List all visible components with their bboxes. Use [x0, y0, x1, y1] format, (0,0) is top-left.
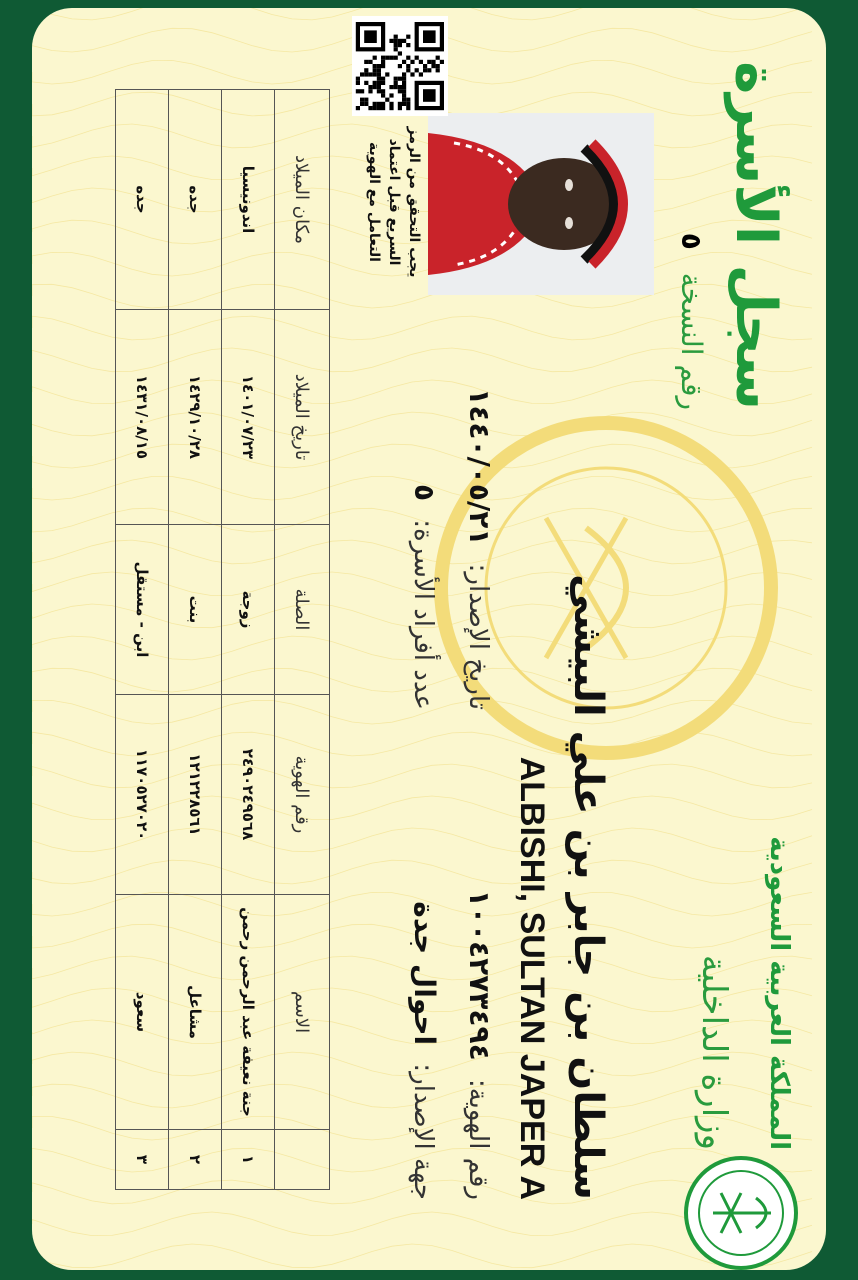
qr-module — [402, 39, 406, 43]
qr-module — [389, 39, 393, 43]
qr-module — [389, 102, 393, 106]
qr-module — [394, 43, 398, 47]
qr-module — [402, 77, 406, 81]
member-name: مشاعل — [169, 895, 222, 1130]
qr-module — [415, 68, 419, 72]
qr-note — [364, 120, 424, 284]
qr-module — [364, 68, 368, 72]
member-name: سعود — [116, 895, 169, 1130]
qr-module — [377, 102, 381, 106]
table-row — [222, 90, 275, 1190]
qr-module — [356, 106, 360, 110]
qr-module — [356, 89, 360, 93]
issue-place-label: جهة الإصدار: — [408, 1063, 438, 1200]
qr-module — [406, 43, 410, 47]
members-count: ٥ — [408, 484, 441, 502]
qr-finder — [423, 89, 436, 102]
qr-module — [377, 68, 381, 72]
issue-place-line — [408, 901, 441, 1200]
qr-module — [402, 98, 406, 102]
qr-module — [373, 106, 377, 110]
header-birth-place: مكان الميلاد — [275, 90, 330, 310]
qr-module — [389, 56, 393, 60]
header-birth-date: تاريخ الميلاد — [275, 310, 330, 525]
qr-module — [419, 60, 423, 64]
qr-module — [415, 56, 419, 60]
table-row — [116, 90, 169, 1190]
qr-finder — [423, 30, 436, 43]
row-index: ٣ — [116, 1130, 169, 1190]
qr-module — [368, 106, 372, 110]
qr-module — [356, 81, 360, 85]
copy-number-line — [675, 233, 708, 410]
qr-module — [368, 89, 372, 93]
qr-module — [406, 56, 410, 60]
member-relation: بنت — [169, 525, 222, 695]
qr-module — [427, 60, 431, 64]
qr-module — [394, 81, 398, 85]
qr-module — [398, 85, 402, 89]
qr-module — [377, 72, 381, 76]
qr-module — [373, 56, 377, 60]
members-count-label: عدد أفراد الأسرة: — [408, 519, 438, 710]
qr-module — [398, 89, 402, 93]
qr-module — [381, 77, 385, 81]
header-index — [275, 1130, 330, 1190]
photo-portrait — [428, 113, 654, 295]
qr-module — [381, 81, 385, 85]
qr-module — [398, 51, 402, 55]
table-header-row — [275, 90, 330, 1190]
qr-module — [440, 60, 444, 64]
issue-date-line — [463, 388, 496, 710]
member-id: ١٢١٢٢٨٥٦١ — [169, 695, 222, 895]
qr-module — [436, 64, 440, 68]
table-row — [169, 90, 222, 1190]
qr-module — [385, 98, 389, 102]
ministry-logo — [681, 1153, 801, 1270]
qr-pattern — [352, 16, 448, 116]
header-name: الاسم — [275, 895, 330, 1130]
qr-module — [431, 60, 435, 64]
qr-module — [368, 72, 372, 76]
qr-module — [356, 77, 360, 81]
qr-module — [360, 89, 364, 93]
qr-module — [373, 102, 377, 106]
members-count-line — [408, 484, 441, 710]
qr-module — [381, 106, 385, 110]
qr-module — [360, 102, 364, 106]
ministry-name: وزارة الداخلية — [694, 954, 734, 1150]
qr-module — [410, 60, 414, 64]
qr-module — [389, 93, 393, 97]
qr-module — [364, 98, 368, 102]
qr-module — [377, 64, 381, 68]
qr-module — [373, 81, 377, 85]
issue-date: ١٤٤٠/٠٥/٢١ — [463, 388, 496, 546]
qr-module — [385, 72, 389, 76]
qr-module — [364, 72, 368, 76]
qr-module — [423, 68, 427, 72]
qr-module — [398, 77, 402, 81]
qr-module — [381, 89, 385, 93]
qr-module — [394, 77, 398, 81]
qr-module — [398, 102, 402, 106]
qr-module — [368, 60, 372, 64]
qr-module — [398, 106, 402, 110]
qr-note-line-3: التعامل مع الهوية — [366, 142, 382, 262]
qr-module — [377, 106, 381, 110]
qr-module — [389, 85, 393, 89]
member-birth-date: ١٤٣١/٠٨/١٥ — [116, 310, 169, 525]
copy-number: ٥ — [675, 232, 708, 250]
qr-module — [431, 64, 435, 68]
holder-name-ar: سلطان بن جابر بن علي البيشي — [565, 574, 611, 1200]
qr-module — [398, 64, 402, 68]
issue-place: احوال جدة — [408, 901, 441, 1046]
qr-module — [377, 85, 381, 89]
qr-module — [394, 47, 398, 51]
qr-module — [394, 56, 398, 60]
qr-module — [427, 68, 431, 72]
holder-id-line — [463, 890, 496, 1200]
qr-module — [394, 39, 398, 43]
qr-note-line-2: السريع قبل اعتماد — [386, 138, 402, 266]
qr-module — [360, 72, 364, 76]
qr-module — [389, 106, 393, 110]
qr-module — [373, 85, 377, 89]
qr-module — [377, 89, 381, 93]
qr-module — [381, 93, 385, 97]
member-birth-place: اندونيسيا — [222, 90, 275, 310]
member-id: ١١٧٠٥٢٧٠٢٠ — [116, 695, 169, 895]
qr-module — [385, 56, 389, 60]
qr-module — [364, 102, 368, 106]
document-title: سجل الأسرة — [723, 61, 788, 410]
qr-module — [394, 35, 398, 39]
qr-module — [373, 64, 377, 68]
qr-module — [364, 81, 368, 85]
member-birth-date: ١٤٠١/٠٧/٢٣ — [222, 310, 275, 525]
qr-module — [402, 72, 406, 76]
qr-module — [423, 64, 427, 68]
issue-date-label: تاريخ الإصدار: — [463, 563, 493, 710]
qr-module — [402, 93, 406, 97]
qr-module — [402, 89, 406, 93]
qr-module — [406, 35, 410, 39]
qr-module — [368, 85, 372, 89]
member-id: ٢٤٩٠٢٤٩٥٦٨ — [222, 695, 275, 895]
qr-module — [402, 102, 406, 106]
qr-module — [373, 68, 377, 72]
qr-module — [402, 85, 406, 89]
qr-module — [436, 56, 440, 60]
member-birth-place: جده — [169, 90, 222, 310]
qr-module — [360, 98, 364, 102]
header-relation: الصلة — [275, 525, 330, 695]
qr-module — [406, 68, 410, 72]
qr-module — [381, 60, 385, 64]
member-birth-date: ١٤٢٩/١٠/٢٨ — [169, 310, 222, 525]
qr-module — [398, 39, 402, 43]
qr-module — [381, 64, 385, 68]
qr-module — [394, 85, 398, 89]
qr-module — [402, 81, 406, 85]
copy-label: رقم النسخة — [675, 272, 708, 410]
holder-id-label: رقم الهوية: — [463, 1078, 493, 1200]
qr-module — [436, 68, 440, 72]
qr-note-line-1: يجب التحقق من الرمز — [406, 126, 422, 278]
qr-module — [406, 98, 410, 102]
family-members-table — [115, 89, 330, 1190]
member-relation: زوجة — [222, 525, 275, 695]
holder-id: ١٠٠٤٢٧٣٤٩٤ — [463, 889, 496, 1061]
qr-module — [406, 106, 410, 110]
qr-module — [402, 60, 406, 64]
member-name: جنة نعيفة عبد الرحمن رحمن — [222, 895, 275, 1130]
member-relation: ابن - مستقل — [116, 525, 169, 695]
qr-finder — [364, 30, 377, 43]
qr-module — [381, 56, 385, 60]
family-record-card — [32, 8, 826, 1270]
qr-module — [377, 81, 381, 85]
qr-code[interactable] — [352, 16, 448, 116]
holder-photo — [428, 113, 654, 295]
qr-module — [410, 72, 414, 76]
qr-module — [406, 102, 410, 106]
holder-name-en: ALBISHI, SULTAN JAPER A — [513, 756, 551, 1200]
qr-module — [406, 64, 410, 68]
card-content — [32, 8, 826, 1270]
row-index: ٢ — [169, 1130, 222, 1190]
qr-module — [373, 72, 377, 76]
kingdom-calligraphy: المملكة العربية السعودية — [764, 836, 794, 1150]
member-birth-place: جده — [116, 90, 169, 310]
row-index: ١ — [222, 1130, 275, 1190]
qr-module — [381, 102, 385, 106]
qr-module — [364, 60, 368, 64]
qr-module — [398, 43, 402, 47]
qr-module — [419, 72, 423, 76]
qr-module — [377, 77, 381, 81]
header-id: رقم الهوية — [275, 695, 330, 895]
